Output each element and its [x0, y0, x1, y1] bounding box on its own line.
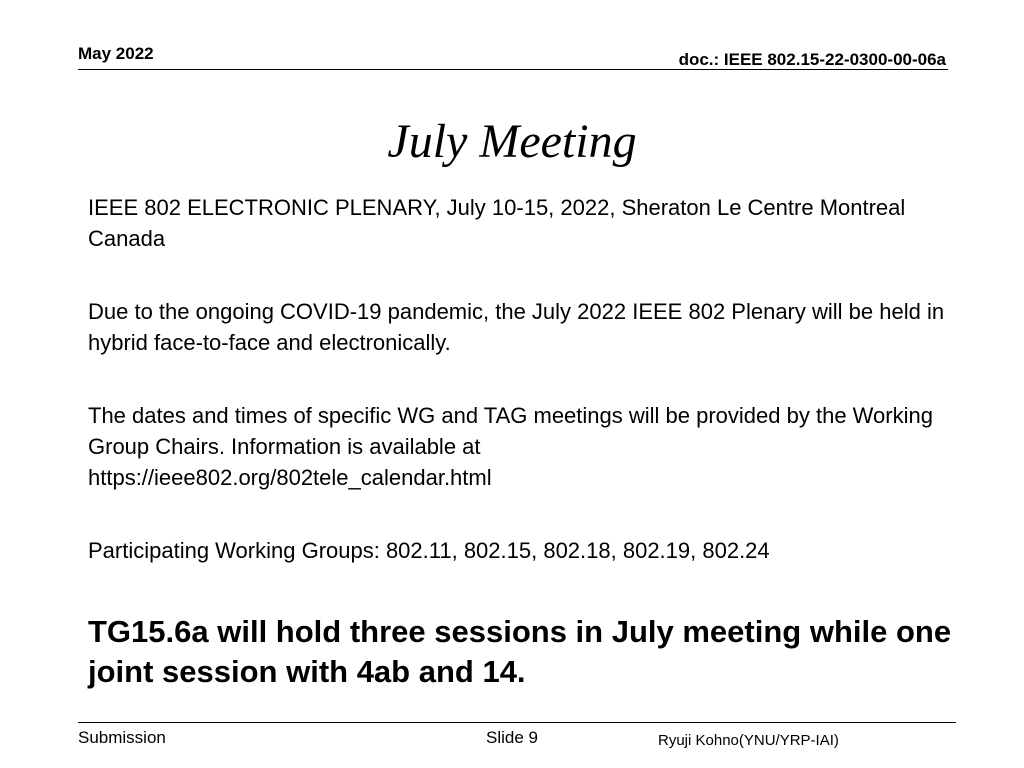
- paragraph-covid: Due to the ongoing COVID-19 pandemic, the July 2022 IEEE 802 Plenary will be held in hybrid face-to-face and electronically.: [88, 299, 945, 355]
- paragraph-working-groups: Participating Working Groups: 802.11, 802.15, 802.18, 802.19, 802.24: [88, 538, 770, 563]
- paragraph-schedule-text: The dates and times of specific WG and TAG meetings will be provided by the Working Group Chairs. Information is available at: [88, 403, 933, 459]
- header-date: May 2022: [78, 44, 154, 63]
- header-doc-id: doc.: IEEE 802.15-22-0300-00-06a: [678, 50, 946, 69]
- footer-divider: [78, 722, 956, 723]
- paragraph-schedule: [88, 400, 978, 493]
- paragraph-plenary: IEEE 802 ELECTRONIC PLENARY, July 10-15, 2022, Sheraton Le Centre Montreal Canada: [88, 195, 906, 251]
- calendar-link[interactable]: https://ieee802.org/802tele_calendar.html: [88, 465, 492, 490]
- footer-slide-number: Slide 9: [486, 728, 538, 747]
- slide-title: July Meeting: [387, 115, 637, 168]
- footer-submission: Submission: [78, 728, 166, 747]
- highlight-statement: TG15.6a will hold three sessions in July meeting while one joint session with 4ab and 14.: [88, 614, 952, 689]
- footer-author: Ryuji Kohno(YNU/YRP-IAI): [658, 732, 839, 749]
- header-divider: [78, 69, 948, 70]
